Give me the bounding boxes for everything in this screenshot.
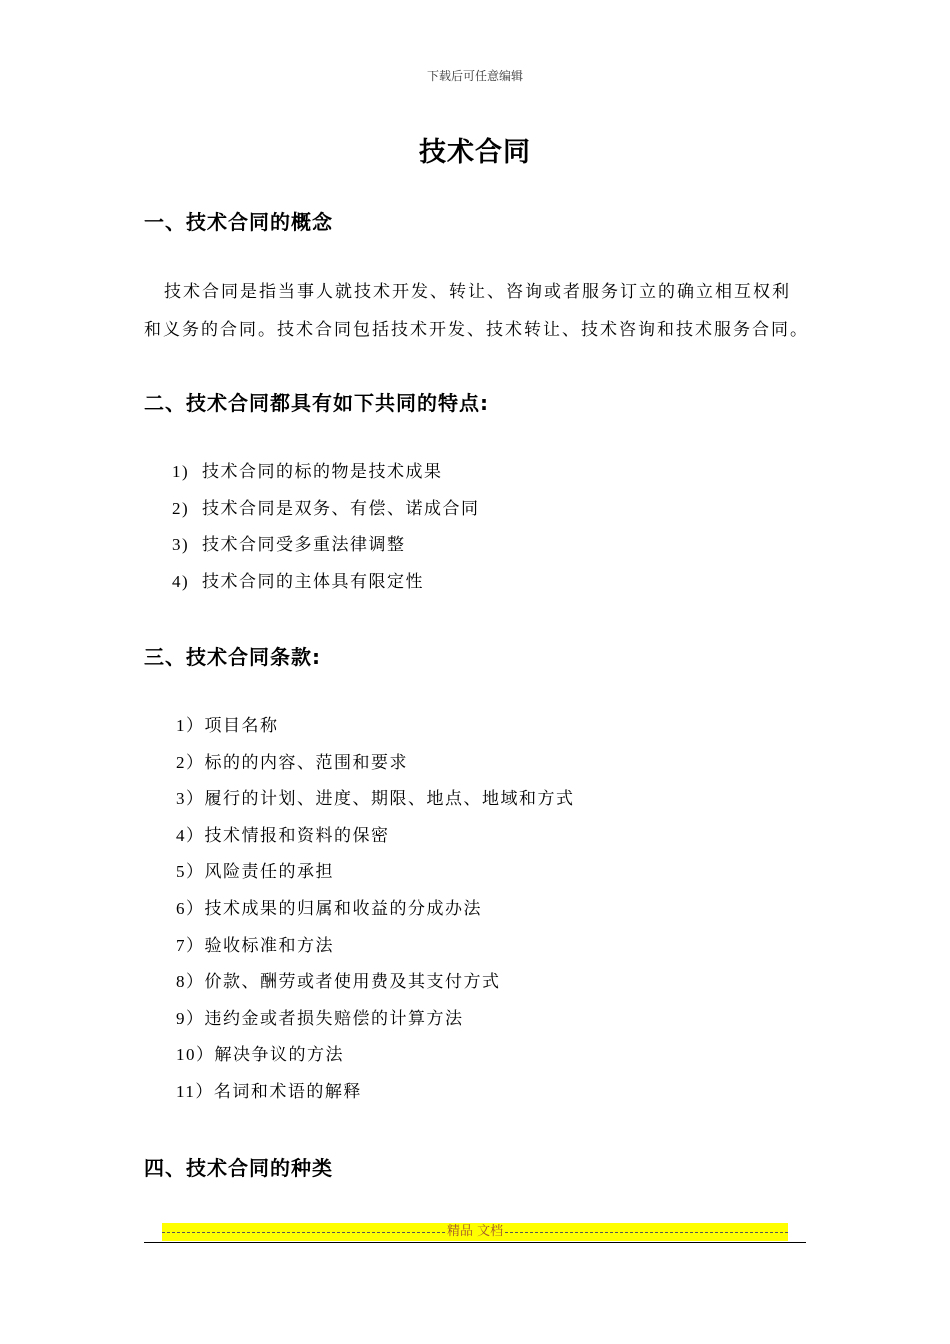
list-item-number: 5 [176, 862, 186, 882]
footer-rule [144, 1242, 806, 1243]
footer-dash-left [162, 1232, 445, 1233]
list-item-number: 7 [176, 935, 186, 955]
list-item-number: 3) [172, 535, 190, 554]
list-item [176, 928, 575, 965]
list-item-text: ）价款、酬劳或者使用费及其支付方式 [186, 972, 501, 993]
list-item-text: ）标的的内容、范围和要求 [186, 752, 408, 773]
list-item-number: 8 [176, 972, 186, 992]
list-item-text: 技术合同受多重法律调整 [202, 535, 406, 555]
list-item-text: ）技术情报和资料的保密 [186, 825, 390, 846]
list-item [176, 964, 575, 1001]
list-item-text: ）履行的计划、进度、期限、地点、地域和方式 [186, 789, 575, 810]
list-item-number: 2) [172, 498, 190, 518]
list-item [176, 818, 575, 855]
clauses-list [176, 708, 575, 1111]
list-item-text: 技术合同的标的物是技术成果 [202, 462, 443, 482]
list-item-text: ）项目名称 [186, 716, 279, 736]
list-item [176, 745, 575, 782]
list-item-number: 9 [176, 1008, 186, 1028]
list-item-text: ）解决争议的方法 [196, 1045, 344, 1066]
list-item [172, 527, 480, 564]
list-item [172, 564, 480, 601]
list-item [176, 854, 575, 891]
list-item-text: ）风险责任的承担 [186, 862, 334, 883]
list-item-text: ）违约金或者损失赔偿的计算方法 [186, 1008, 464, 1029]
list-item-number: 4) [172, 571, 190, 591]
list-item-text: 技术合同是双务、有偿、诺成合同 [202, 498, 480, 519]
list-item [176, 1037, 575, 1074]
list-item-text: 技术合同的主体具有限定性 [202, 571, 424, 592]
concept-line: 技术合同是指当事人就技术开发、转让、咨询或者服务订立的确立相互权利 [164, 282, 791, 302]
list-item [172, 454, 480, 491]
concept-paragraph [144, 273, 814, 349]
list-item-number: 6 [176, 898, 186, 918]
list-item-text: ）技术成果的归属和收益的分成办法 [186, 898, 482, 919]
footer-text: 精品 文档 [446, 1224, 504, 1239]
list-item-number: 3 [176, 789, 186, 809]
list-item-number: 10 [176, 1045, 196, 1065]
section-heading-clauses: 三、技术合同条款: [144, 645, 321, 669]
list-item-text: ）名词和术语的解释 [195, 1081, 362, 1102]
section-heading-features: 二、技术合同都具有如下共同的特点: [144, 391, 489, 415]
concept-line: 和义务的合同。技术合同包括技术开发、技术转让、技术咨询和技术服务合同。 [144, 320, 809, 340]
features-list [172, 454, 480, 600]
footer-dash-right [505, 1232, 788, 1233]
list-item [176, 781, 575, 818]
list-item-number: 2 [176, 752, 186, 772]
list-item [176, 708, 575, 745]
section-heading-types: 四、技术合同的种类 [144, 1156, 333, 1180]
list-item [176, 891, 575, 928]
list-item [176, 1001, 575, 1038]
list-item-number: 11 [176, 1081, 196, 1101]
list-item [172, 491, 480, 528]
list-item [176, 1074, 575, 1111]
document-title: 技术合同 [419, 137, 531, 168]
list-item-number: 1 [176, 716, 186, 735]
header-note: 下载后可任意编辑 [426, 69, 523, 83]
section-heading-concept: 一、技术合同的概念 [144, 210, 333, 234]
list-item-text: ）验收标准和方法 [186, 935, 334, 956]
footer-highlight-bar [162, 1223, 788, 1241]
list-item-number: 1) [172, 462, 190, 481]
list-item-number: 4 [176, 825, 186, 845]
